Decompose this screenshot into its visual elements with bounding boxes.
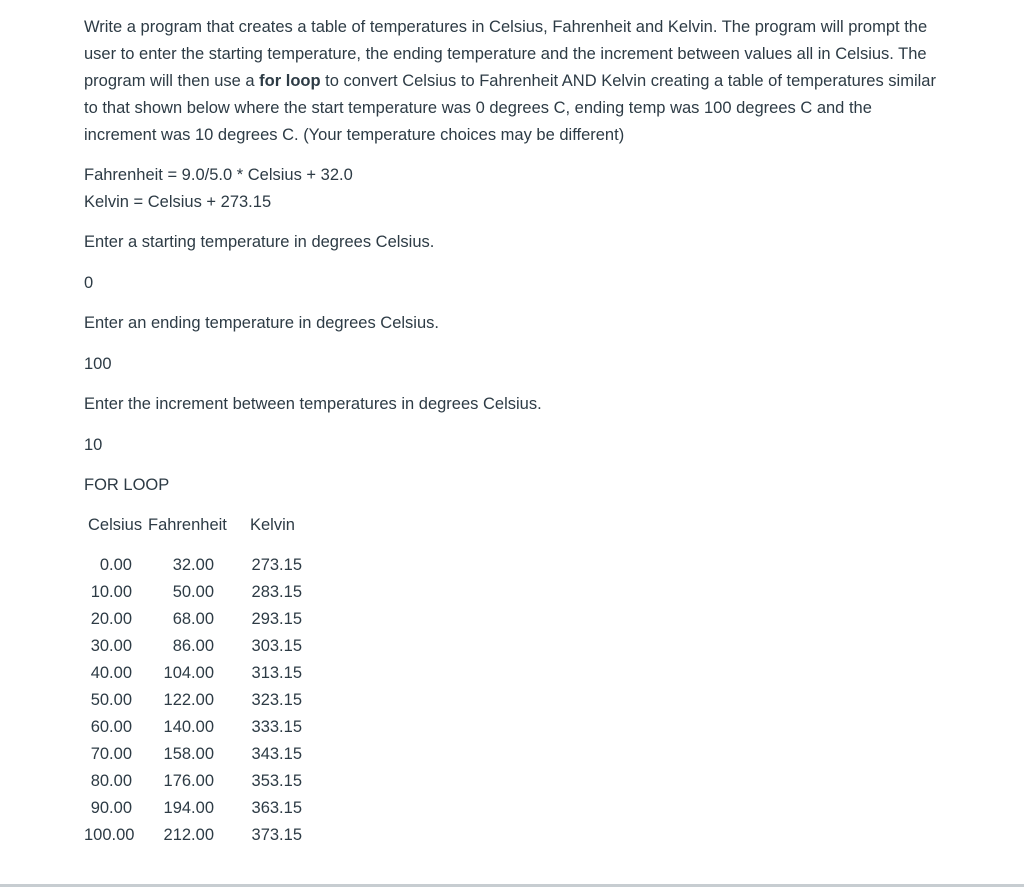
temperature-table (84, 552, 944, 849)
fahrenheit-formula: Fahrenheit = 9.0/5.0 * Celsius + 32.0 (84, 166, 353, 184)
kelvin-cell: 363.15 (251, 799, 302, 817)
for-loop-label: FOR LOOP (84, 476, 170, 494)
increment-prompt: Enter the increment between temperatures in degrees Celsius. (84, 395, 542, 413)
table-row (84, 795, 944, 822)
for-loop-emphasis: for loop (259, 72, 321, 90)
fahrenheit-header: Fahrenheit (148, 516, 227, 534)
table-row (84, 606, 944, 633)
assignment-description (84, 14, 944, 149)
kelvin-cell: 293.15 (251, 610, 302, 628)
fahrenheit-cell: 86.00 (172, 637, 214, 655)
kelvin-cell: 313.15 (251, 664, 302, 682)
fahrenheit-cell: 68.00 (172, 610, 214, 628)
fahrenheit-cell: 212.00 (163, 826, 214, 844)
table-row (84, 687, 944, 714)
description-text-2: to convert Celsius to Fahrenheit AND Kelvin creating a table of temperatures similar to that shown below where the start temperature was 0 degrees C, ending temp was 100 degrees C and the increment was 10 degrees C. (Your temperature choices may be different) (84, 72, 936, 144)
assignment-content (84, 14, 944, 849)
kelvin-cell: 303.15 (251, 637, 302, 655)
celsius-cell: 90.00 (90, 799, 132, 817)
celsius-cell: 20.00 (90, 610, 132, 628)
temperature-table-header (84, 512, 944, 539)
table-row (84, 741, 944, 768)
celsius-cell: 0.00 (99, 556, 132, 574)
fahrenheit-cell: 32.00 (172, 556, 214, 574)
celsius-cell: 40.00 (90, 664, 132, 682)
kelvin-cell: 333.15 (251, 718, 302, 736)
table-row (84, 633, 944, 660)
celsius-cell: 70.00 (90, 745, 132, 763)
celsius-cell: 10.00 (90, 583, 132, 601)
kelvin-cell: 353.15 (251, 772, 302, 790)
fahrenheit-cell: 104.00 (163, 664, 214, 682)
kelvin-cell: 373.15 (251, 826, 302, 844)
fahrenheit-cell: 176.00 (163, 772, 214, 790)
celsius-cell: 80.00 (90, 772, 132, 790)
table-row (84, 768, 944, 795)
bottom-divider (0, 884, 1024, 887)
celsius-cell: 60.00 (90, 718, 132, 736)
fahrenheit-cell: 50.00 (172, 583, 214, 601)
kelvin-cell: 323.15 (251, 691, 302, 709)
kelvin-cell: 343.15 (251, 745, 302, 763)
fahrenheit-cell: 122.00 (163, 691, 214, 709)
conversion-formulas (84, 162, 944, 216)
table-row (84, 660, 944, 687)
table-row (84, 552, 944, 579)
fahrenheit-cell: 140.00 (163, 718, 214, 736)
kelvin-formula: Kelvin = Celsius + 273.15 (84, 193, 272, 211)
fahrenheit-cell: 194.00 (163, 799, 214, 817)
end-prompt: Enter an ending temperature in degrees Celsius. (84, 314, 439, 332)
celsius-cell: 30.00 (90, 637, 132, 655)
start-value: 0 (84, 274, 94, 292)
description-text-1: Write a program that creates a table of temperatures in Celsius, Fahrenheit and Kelvin. The program will prompt the user to enter the starting temperature, the ending temperature and the increment between values all in Celsius. The program will then use a (84, 18, 928, 90)
celsius-cell: 100.00 (84, 826, 135, 844)
fahrenheit-cell: 158.00 (163, 745, 214, 763)
end-value: 100 (84, 355, 112, 373)
celsius-header: Celsius (88, 516, 143, 534)
table-row (84, 822, 944, 849)
kelvin-cell: 283.15 (251, 583, 302, 601)
start-prompt: Enter a starting temperature in degrees Celsius. (84, 233, 435, 251)
kelvin-header: Kelvin (250, 516, 295, 534)
table-row (84, 714, 944, 741)
increment-value: 10 (84, 436, 103, 454)
celsius-cell: 50.00 (90, 691, 132, 709)
kelvin-cell: 273.15 (251, 556, 302, 574)
table-row (84, 579, 944, 606)
